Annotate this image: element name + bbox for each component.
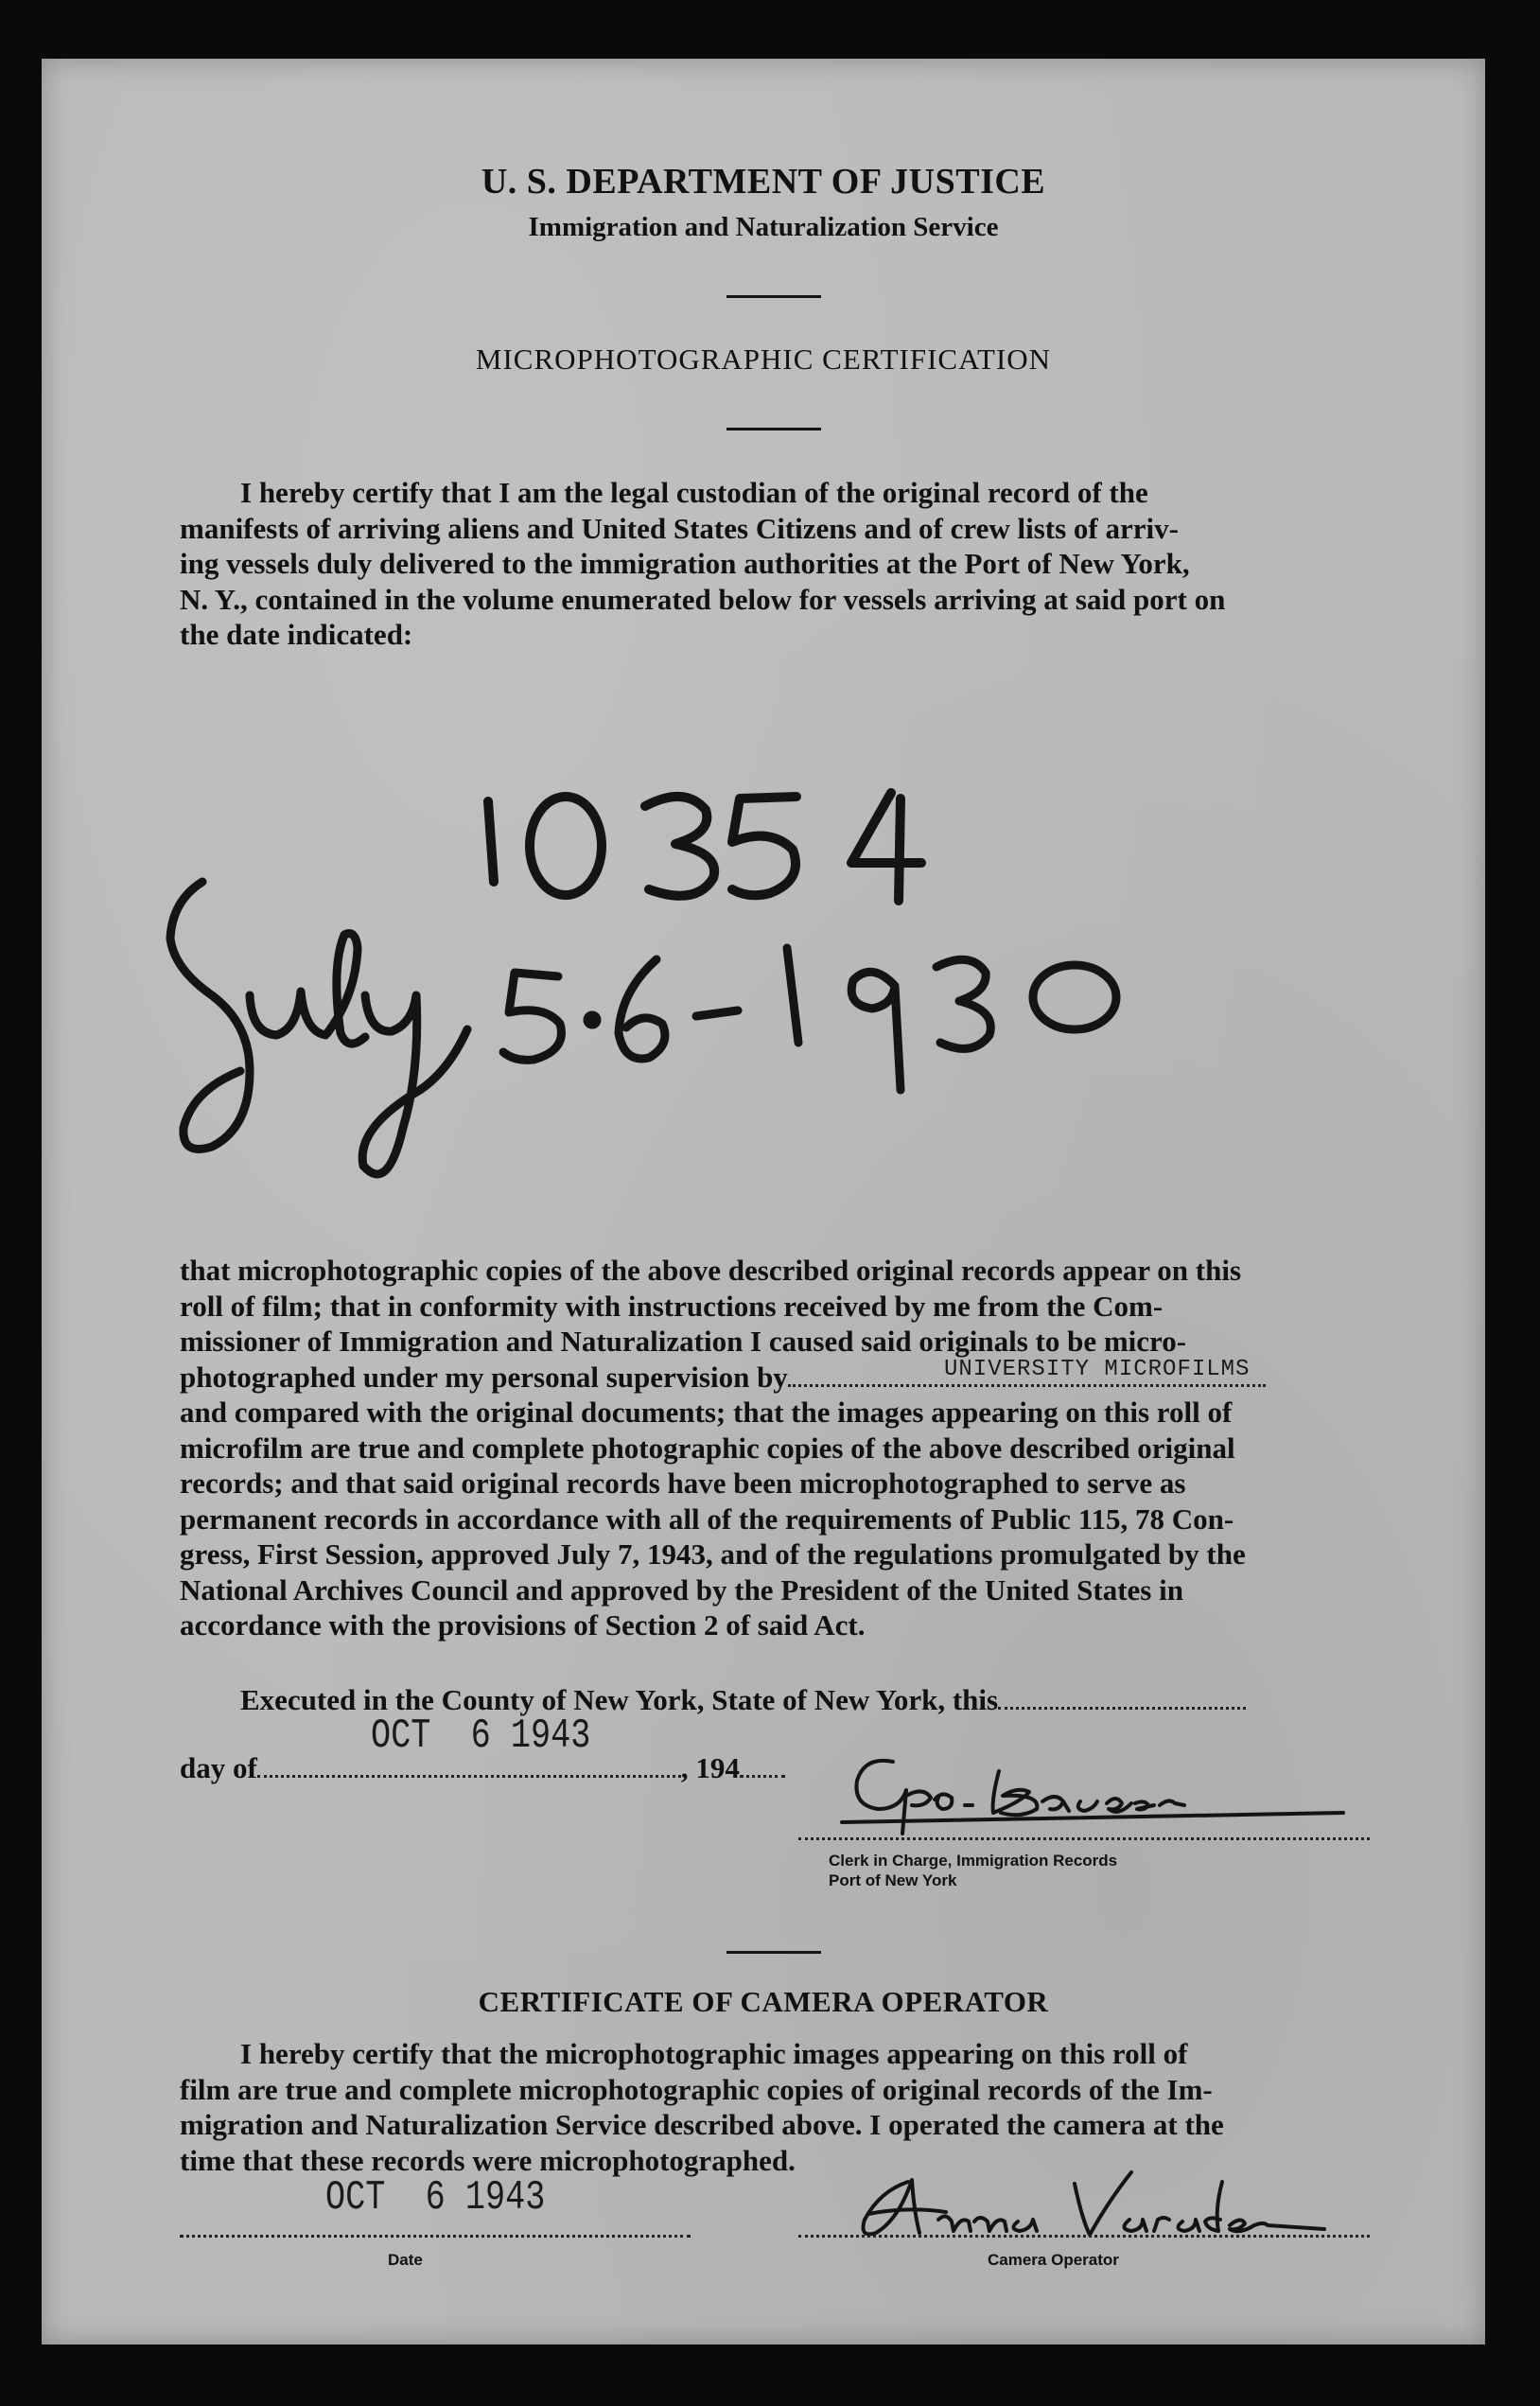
clerk-signature [832,1743,1362,1847]
execution-stamped-date: OCT 6 1943 [371,1712,591,1760]
camera-certificate-title: CERTIFICATE OF CAMERA OPERATOR [478,1985,1049,2018]
executed-text: Executed in the County of New York, State of New York, this [240,1683,999,1716]
service-subheading: Immigration and Naturalization Service [528,212,999,242]
executed-fill-line [998,1707,1246,1710]
camera-line: I hereby certify that the microphotographic images appearing on this roll of [240,2037,1188,2070]
body-paragraph [180,1253,1409,1643]
handwritten-date [170,882,1116,1174]
day-of-fill-line [257,1775,681,1778]
day-of-label: day of [180,1751,257,1784]
intro-line: manifests of arriving aliens and United States Citizens and of crew lists of arriv- [180,511,1179,545]
clerk-title-1: Clerk in Charge, Immigration Records [829,1852,1118,1870]
supervision-fill-line [788,1384,1266,1387]
intro-paragraph [180,475,1409,653]
certificate-document [42,59,1485,2345]
camera-line: time that these records were microphotographed. [180,2143,796,2177]
body-line: microfilm are true and complete photographic copies of the above described original [180,1431,1235,1465]
camera-date-label: Date [388,2251,423,2269]
intro-line: ing vessels duly delivered to the immigration authorities at the Port of New York, [180,547,1190,580]
clerk-title-2: Port of New York [829,1871,957,1889]
executed-line [180,1682,1409,1718]
handwritten-volume-number [488,793,921,901]
camera-line: migration and Naturalization Service described above. I operated the camera at the [180,2108,1224,2141]
clerk-signature-line [798,1837,1370,1840]
body-line: accordance with the provisions of Section 2 of said Act. [180,1608,866,1642]
camera-stamped-date: OCT 6 1943 [325,2174,546,2222]
header-divider-2 [726,428,821,430]
body-line: that microphotographic copies of the above described original records appear on this [180,1254,1242,1287]
intro-line: N. Y., contained in the volume enumerated below for vessels arriving at said port on [180,582,1226,616]
camera-certificate-paragraph [180,2036,1409,2178]
department-heading: U. S. DEPARTMENT OF JUSTICE [481,162,1046,202]
year-fill-line [740,1775,785,1778]
body-line: gress, First Session, approved July 7, 1943, and of the regulations promulgated by the [180,1537,1246,1571]
body-line: records; and that said original records have been microphotographed to serve as [180,1466,1186,1500]
camera-line: film are true and complete microphotographic copies of original records of the Im- [180,2072,1213,2106]
header-divider-1 [726,295,821,298]
body-line: permanent records in accordance with all of the requirements of Public 115, 78 Con- [180,1502,1234,1536]
camera-operator-label: Camera Operator [988,2251,1119,2269]
body-line: National Archives Council and approved by the President of the United States in [180,1572,1183,1607]
intro-line: the date indicated: [180,618,413,651]
year-prefix: , 194 [680,1751,740,1784]
typed-supervisor-name: UNIVERSITY MICROFILMS [944,1357,1251,1382]
supervision-text: photographed under my personal supervision by [180,1360,788,1394]
camera-operator-signature-line [798,2235,1370,2238]
section-divider [726,1951,821,1954]
camera-date-line [180,2235,691,2238]
handwritten-entry [108,711,1366,1222]
body-line: missioner of Immigration and Naturalization I caused said originals to be micro- [180,1325,1187,1358]
intro-line: I hereby certify that I am the legal custodian of the original record of the [240,476,1148,509]
body-line: and compared with the original documents; that the images appearing on this roll of [180,1396,1233,1429]
certification-title: MICROPHOTOGRAPHIC CERTIFICATION [475,342,1052,376]
body-line: roll of film; that in conformity with instructions received by me from the Com- [180,1289,1164,1323]
